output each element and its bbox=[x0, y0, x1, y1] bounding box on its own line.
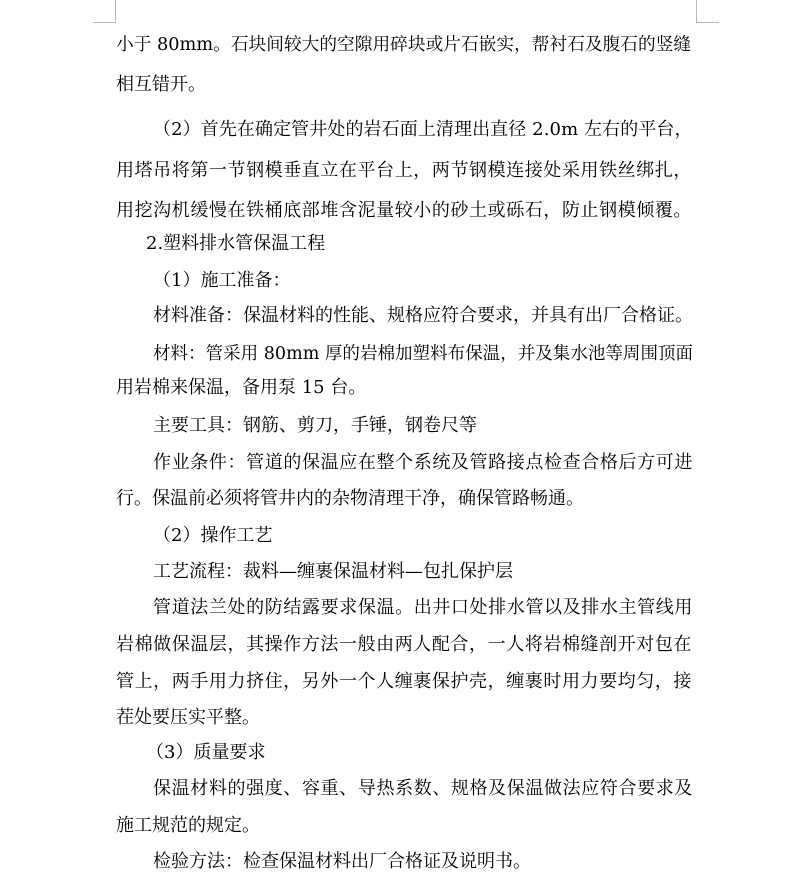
body-line-16: 管道法兰处的防结露要求保温。出井口处排水管以及排水主管线用 bbox=[153, 597, 694, 618]
body-line-3: （2）首先在确定管井处的岩石面上清理出直径 2.0m 左右的平台， bbox=[153, 119, 693, 140]
body-line-17: 岩棉做保温层，其操作方法一般由两人配合，一人将岩棉缝剖开对包在 bbox=[116, 634, 693, 655]
subheading-preparation: （1）施工准备： bbox=[153, 270, 291, 291]
body-line-18: 管上，两手用力挤住，另外一个人缠裹保护壳，缠裹时用力要均匀，接 bbox=[116, 671, 693, 692]
body-line-10: 用岩棉来保温，备用泵 15 台。 bbox=[116, 377, 367, 398]
body-line-1: 小于 80mm。石块间较大的空隙用碎块或片石嵌实，帮衬石及腹石的竖缝 bbox=[116, 35, 692, 55]
body-line-21: 保温材料的强度、容重、导热系数、规格及保温做法应符合要求及 bbox=[153, 778, 694, 799]
subheading-quality: （3）质量要求 bbox=[146, 742, 266, 763]
body-line-4: 用塔吊将第一节钢模垂直立在平台上，两节钢模连接处采用铁丝绑扎， bbox=[116, 160, 693, 181]
body-line-2: 相互错开。 bbox=[116, 74, 206, 95]
body-line-19: 茬处要压实平整。 bbox=[116, 707, 260, 728]
section-heading-2: 2.塑料排水管保温工程 bbox=[146, 233, 326, 254]
page-corner-mark-top-right bbox=[696, 0, 719, 23]
body-line-13: 行。保温前必须将管井内的杂物清理干净，确保管路畅通。 bbox=[116, 488, 584, 509]
body-line-12: 作业条件：管道的保温应在整个系统及管路接点检查合格后方可进 bbox=[153, 452, 694, 473]
body-line-5: 用挖沟机缓慢在铁桶底部堆含泥量较小的砂土或砾石，防止钢模倾覆。 bbox=[116, 200, 693, 221]
body-line-22: 施工规范的规定。 bbox=[116, 815, 260, 836]
body-line-8: 材料准备：保温材料的性能、规格应符合要求，并具有出厂合格证。 bbox=[153, 305, 693, 326]
body-line-9: 材料：管采用 80mm 厚的岩棉加塑料布保温，并及集水池等周围顶面 bbox=[153, 344, 694, 364]
body-line-15: 工艺流程：裁料—缠裹保温材料—包扎保护层 bbox=[153, 561, 513, 582]
page-corner-mark-top-left bbox=[93, 0, 116, 23]
body-line-11: 主要工具：钢筋、剪刀，手锤，钢卷尺等 bbox=[153, 415, 477, 436]
body-line-23: 检验方法：检查保温材料出厂合格证及说明书。 bbox=[153, 851, 531, 872]
subheading-operation: （2）操作工艺 bbox=[153, 525, 273, 546]
